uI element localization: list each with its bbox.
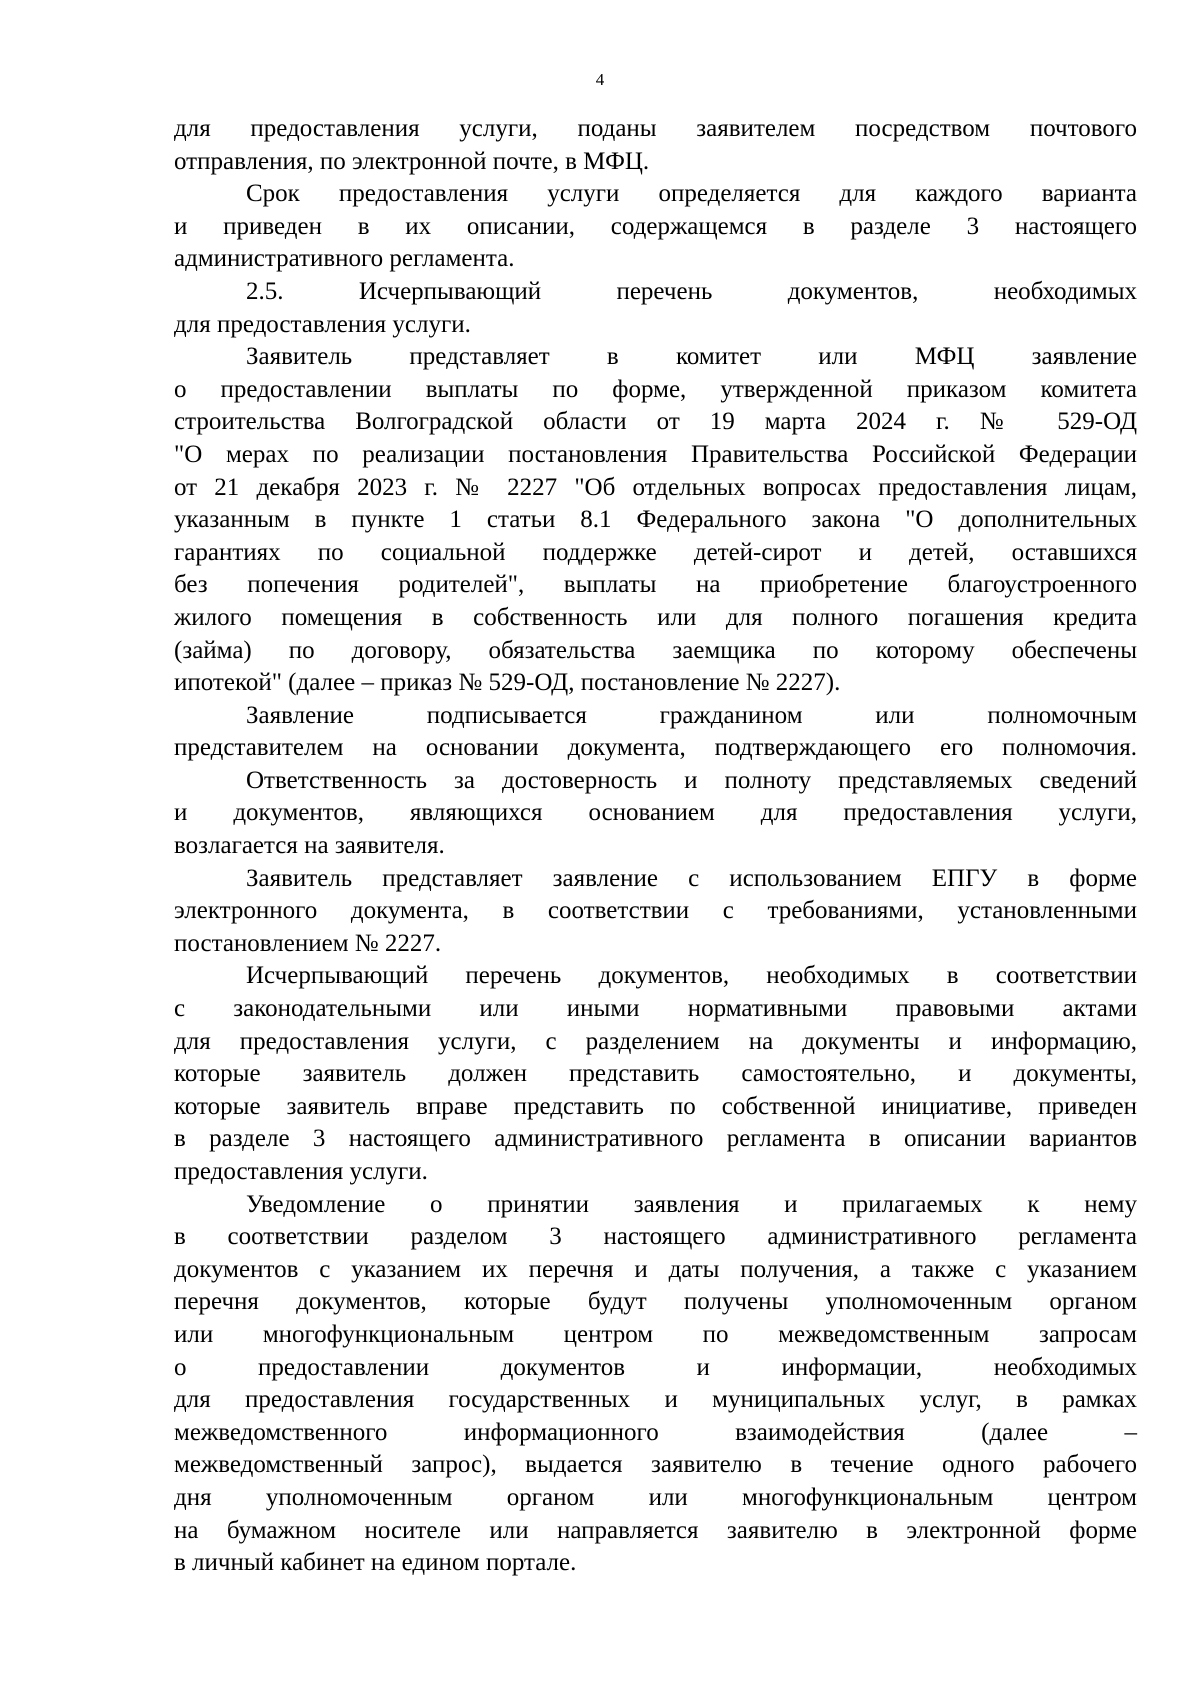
text-line: возлагается на заявителя. (174, 832, 445, 860)
text-line: Уведомление о принятии заявления и прилагаемых к нему (246, 1190, 1137, 1218)
text-line: представителем на основании документа, подтверждающего его полномочия. (174, 734, 1137, 762)
text-line: Исчерпывающий перечень документов, необходимых в соответствии (246, 962, 1137, 990)
text-line: указанным в пункте 1 статьи 8.1 Федерального закона "О дополнительных (174, 506, 1137, 534)
text-line: с законодательными или иными нормативными правовыми актами (174, 995, 1137, 1023)
text-line: документов с указанием их перечня и даты получения, а также с указанием (174, 1255, 1137, 1283)
text-line: предоставления услуги. (174, 1158, 428, 1185)
text-line: ипотекой" (далее – приказ № 529-ОД, постановление № 2227). (174, 669, 841, 697)
text-line: для предоставления услуги. (174, 310, 471, 338)
text-line: Заявитель представляет в комитет или МФЦ заявление (246, 343, 1137, 371)
text-line: которые заявитель вправе представить по собственной инициативе, приведен (174, 1092, 1137, 1120)
text-line: на бумажном носителе или направляется заявителю в электронной форме (174, 1516, 1137, 1544)
text-line: которые заявитель должен представить самостоятельно, и документы, (174, 1060, 1137, 1088)
text-line: и приведен в их описании, содержащемся в разделе 3 настоящего (174, 212, 1137, 240)
text-line: "О мерах по реализации постановления Правительства Российской Федерации (174, 440, 1137, 468)
text-line: для предоставления услуги, поданы заявителем посредством почтового (174, 115, 1137, 142)
text-line: в личный кабинет на едином портале. (174, 1549, 577, 1577)
text-line: перечня документов, которые будут получены уполномоченным органом (174, 1288, 1137, 1316)
text-line: отправления, по электронной почте, в МФЦ. (174, 147, 650, 175)
text-line: межведомственный запрос), выдается заявителю в течение одного рабочего (174, 1451, 1137, 1479)
text-line: жилого помещения в собственность или для полного погашения кредита (174, 603, 1137, 631)
text-line: без попечения родителей", выплаты на приобретение благоустроенного (174, 571, 1137, 599)
text-line: (займа) по договору, обязательства заемщика по которому обеспечены (174, 636, 1137, 664)
text-line: о предоставлении выплаты по форме, утвержденной приказом комитета (174, 375, 1137, 403)
text-line: межведомственного информационного взаимодействия (далее – (174, 1418, 1137, 1446)
text-line: 2.5. Исчерпывающий перечень документов, необходимых (246, 277, 1137, 305)
text-line: Ответственность за достоверность и полноту представляемых сведений (246, 766, 1137, 794)
text-line: строительства Волгоградской области от 19 марта 2024 г. № 529-ОД (174, 408, 1137, 436)
text-line: гарантиях по социальной поддержке детей-сирот и детей, оставшихся (174, 538, 1137, 566)
text-line: или многофункциональным центром по межведомственным запросам (174, 1320, 1137, 1348)
document-body (174, 113, 1137, 1580)
text-line: и документов, являющихся основанием для предоставления услуги, (174, 799, 1137, 827)
text-line: Срок предоставления услуги определяется для каждого варианта (246, 180, 1137, 208)
text-line: для предоставления услуги, с разделением на документы и информацию, (174, 1027, 1137, 1055)
text-line: от 21 декабря 2023 г. № 2227 "Об отдельных вопросах предоставления лицам, (174, 473, 1137, 501)
text-line: постановлением № 2227. (174, 929, 442, 957)
text-line: для предоставления государственных и муниципальных услуг, в рамках (174, 1386, 1137, 1414)
text-line: в разделе 3 настоящего административного регламента в описании вариантов (174, 1125, 1137, 1153)
text-line: административного регламента. (174, 245, 515, 273)
text-line: дня уполномоченным органом или многофункциональным центром (174, 1483, 1137, 1511)
text-line: электронного документа, в соответствии с требованиями, установленными (174, 897, 1137, 925)
text-line: в соответствии разделом 3 настоящего административного регламента (174, 1223, 1137, 1251)
text-line: Заявитель представляет заявление с использованием ЕПГУ в форме (246, 864, 1137, 892)
text-line: Заявление подписывается гражданином или полномочным (246, 701, 1137, 729)
text-line: о предоставлении документов и информации, необходимых (174, 1353, 1137, 1381)
page-number: 4 (595, 70, 605, 89)
